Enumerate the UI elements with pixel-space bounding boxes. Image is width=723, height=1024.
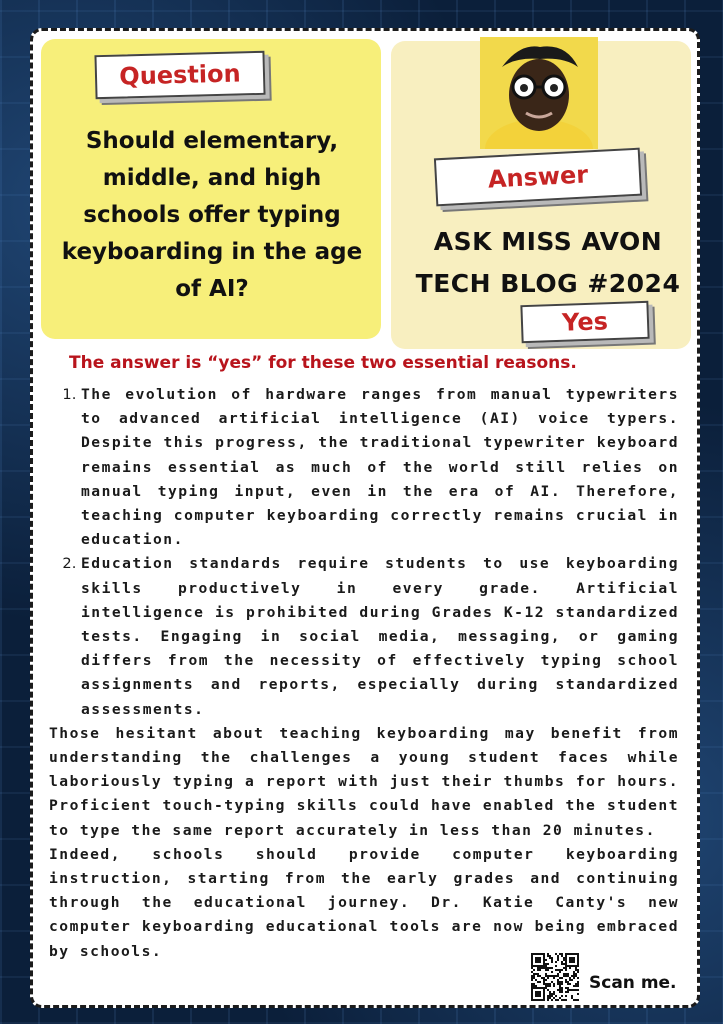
scan-me-label: Scan me. — [589, 973, 677, 993]
question-tag: Question — [94, 51, 265, 99]
reason-item: 1. The evolution of hardware ranges from manual typewriters to advanced artificial intelligence (AI) voice typers. Despite this progress, the traditional typewriter keyboard remains essential as much of the world still relies on manual typing input, even in the era of AI. Therefore, teaching computer keyboarding correctly remains crucial in education. — [81, 383, 679, 552]
paragraph: Those hesitant about teaching keyboarding may benefit from understanding the challenges a young student faces while laboriously typing a report with just their thumbs for hours. Proficient touch-typing skills could have enabled the student to type the same report accurately in less than 20 minutes. — [49, 724, 679, 839]
reason-item: 2. Education standards require students to use keyboarding skills productively in every grade. Artificial intelligence is prohibited during Grades K-12 standardized tests. Engaging in social media, messaging, or gaming differs from the necessity of effectively typing school assignments and reports, especially during standardized assessments. — [81, 552, 679, 721]
blog-card — [30, 28, 700, 1008]
portrait-photo — [480, 37, 598, 149]
blog-title-line-1: ASK MISS AVON — [433, 227, 663, 256]
blog-title-line-2: TECH BLOG #2024 — [415, 269, 681, 298]
yes-tag: Yes — [520, 301, 649, 343]
question-text: Should elementary, middle, and high schools offer typing keyboarding in the age of AI? — [61, 128, 363, 302]
answer-tag: Answer — [434, 148, 642, 207]
reasons-heading: The answer is “yes” for these two essential reasons. — [69, 353, 577, 373]
reasons-list — [49, 383, 679, 722]
blog-title — [413, 221, 683, 305]
qr-code-icon[interactable] — [531, 953, 579, 1001]
paragraph: Indeed, schools should provide computer keyboarding instruction, starting from the early grades and continuing through the educational journey. Dr. Katie Canty's new computer keyboarding educational tools are now being embraced by schools. — [49, 845, 679, 960]
article-body — [49, 383, 679, 964]
